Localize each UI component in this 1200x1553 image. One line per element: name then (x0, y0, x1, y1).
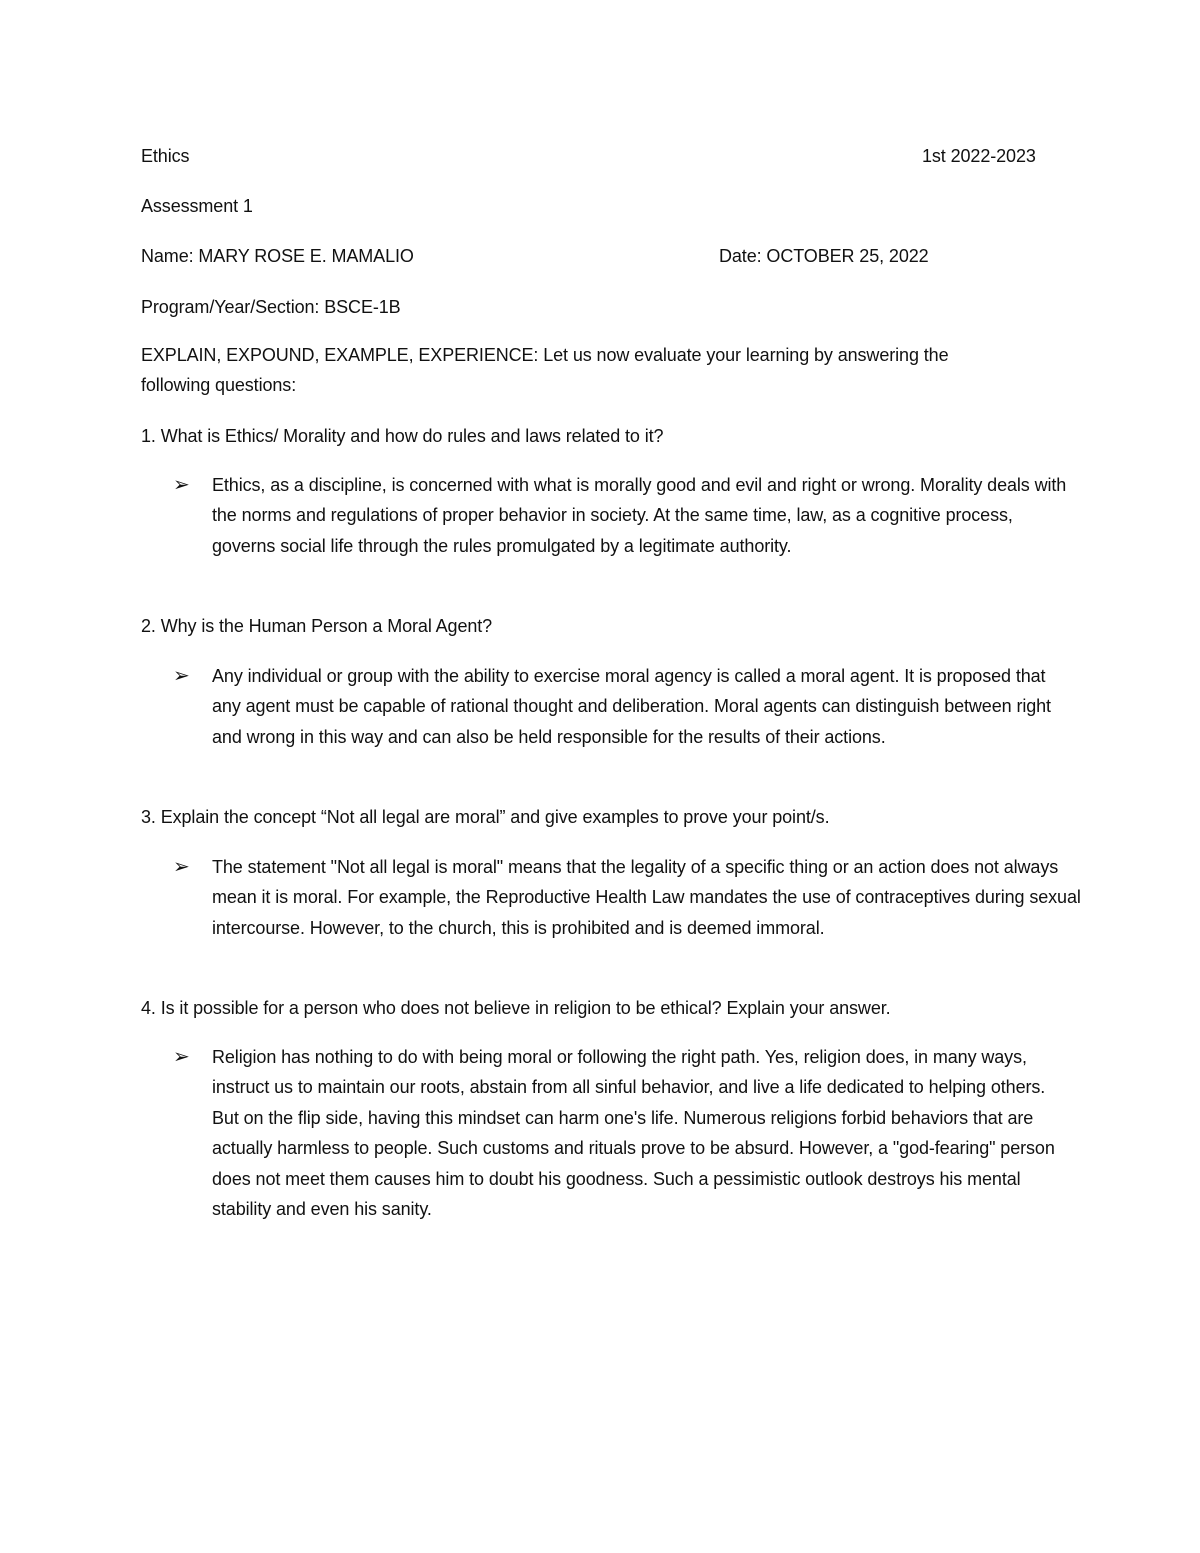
question-2: 2. Why is the Human Person a Moral Agent? (141, 616, 493, 636)
date-label: Date: OCTOBER 25, 2022 (719, 246, 929, 266)
question-1: 1. What is Ethics/ Morality and how do rules and laws related to it? (141, 426, 664, 446)
instructions: EXPLAIN, EXPOUND, EXAMPLE, EXPERIENCE: Let us now evaluate your learning by answering the following questions: (141, 345, 949, 396)
answer-1: Ethics, as a discipline, is concerned with what is morally good and evil and right or wrong. Morality deals with the norms and regulations of proper behavior in society. At the same time, law, as a cognitive process, governs social life through the rules promulgated by a legitimate authority. (212, 475, 1067, 556)
program-section: Program/Year/Section: BSCE-1B (141, 297, 401, 317)
question-4: 4. Is it possible for a person who does not believe in religion to be ethical? Explain your answer. (141, 998, 891, 1018)
student-name: Name: MARY ROSE E. MAMALIO (141, 246, 414, 266)
answer-3: The statement "Not all legal is moral" means that the legality of a specific thing or an action does not always mean it is moral. For example, the Reproductive Health Law mandates the use of contraceptives during sexual intercourse. However, to the church, this is prohibited and is deemed immoral. (212, 857, 1081, 938)
answer-4: Religion has nothing to do with being moral or following the right path. Yes, religion does, in many ways, instruct us to maintain our roots, abstain from all sinful behavior, and live a life dedicated to helping others. But on the flip side, having this mindset can harm one's life. Numerous religions forbid behaviors that are actually harmless to people. Such customs and rituals prove to be absurd. However, a "god-fearing" person does not meet them causes him to doubt his goodness. Such a pessimistic outlook destroys his mental stability and even his sanity. (212, 1047, 1055, 1220)
arrow-bullet-icon: ➢ (173, 474, 190, 496)
arrow-bullet-icon: ➢ (173, 665, 190, 687)
course-title: Ethics (141, 146, 190, 166)
assessment-title: Assessment 1 (141, 196, 253, 216)
arrow-bullet-icon: ➢ (173, 856, 190, 878)
term-label: 1st 2022-2023 (922, 146, 1036, 166)
arrow-bullet-icon: ➢ (173, 1046, 190, 1068)
answer-2: Any individual or group with the ability to exercise moral agency is called a moral agent. It is proposed that any agent must be capable of rational thought and deliberation. Moral agents can distinguish between right and wrong in this way and can also be held responsible for the results of their actions. (212, 666, 1051, 747)
question-3: 3. Explain the concept “Not all legal are moral” and give examples to prove your point/s. (141, 807, 830, 827)
